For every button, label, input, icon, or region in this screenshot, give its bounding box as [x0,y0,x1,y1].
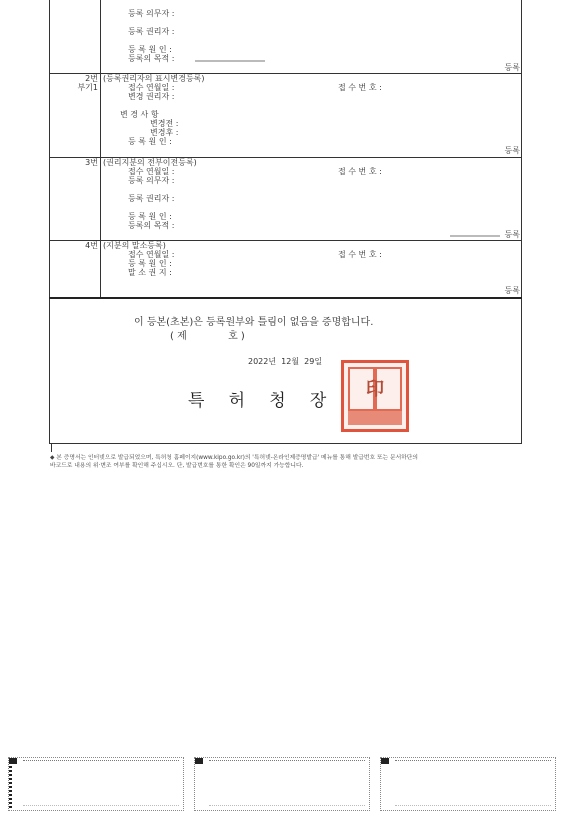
purpose-label: 등록의 목적 : [128,221,175,230]
entry-title: (권리지분의 전부이전등록) [103,158,197,167]
notice-line-1: ◆ 본 증명서는 인터넷으로 발급되었으며, 특허청 홈페이지(www.kipo.go.kr)의 '특허넷-온라인제증명발급' 메뉴를 통해 발급번호 또는 문서하단의 [50,455,418,461]
issuer-name: 특 허 청 장 [188,391,329,411]
register-table [49,0,522,444]
official-seal [341,360,409,432]
column-divider [100,0,101,297]
after-label: 변경후 : [150,128,179,137]
obligor-label: 등록 의무자 : [128,9,175,18]
entry-title: (등록권리자의 표시변경등록) [103,74,205,83]
purpose-label: 등록의 목적 : [128,54,175,63]
right-holder-label: 등록 권리자 : [128,194,175,203]
entry-end-tag: 등록 [504,63,520,72]
entry-end-tag: 등록 [504,146,520,155]
receipt-no-label: 접 수 번 호 : [338,83,382,92]
receipt-no-label: 접 수 번 호 : [338,167,382,176]
redacted-value [195,60,265,62]
certification-number: ( 제 호 ) [170,331,245,342]
entry-title: (지분의 말소등록) [103,241,166,250]
entry-number: 2번 [85,74,98,83]
seal-glyph: 印 [366,379,384,400]
receipt-date-label: 접수 연월일 : [128,250,175,259]
receipt-no-label: 접 수 번 호 : [338,250,382,259]
cause-label: 등 록 원 인 : [128,259,172,268]
barcode-block [8,757,184,811]
right-holder-label: 등록 권리자 : [128,27,175,36]
receipt-date-label: 접수 연월일 : [128,83,175,92]
changed-holder-label: 변경 권리자 : [128,92,175,101]
entry-number: 4번 [85,241,98,250]
entry-end-tag: 등록 [504,286,520,295]
barcode-block [380,757,556,811]
entry-sub-number: 부기1 [77,83,98,92]
certification-statement: 이 등본(초본)은 등록원부와 틀림이 없음을 증명합니다. [134,317,374,328]
certification-date: 2022년 12월 29일 [248,357,323,366]
section-divider [49,297,522,299]
entry-number: 3번 [85,158,98,167]
margin-tick [51,444,52,452]
cause-label: 등 록 원 인 : [128,45,172,54]
cause-label: 등 록 원 인 : [128,137,172,146]
before-label: 변경전 : [150,119,179,128]
cause-label: 등 록 원 인 : [128,212,172,221]
redacted-value [450,235,500,237]
receipt-date-label: 접수 연월일 : [128,167,175,176]
barcode-block [194,757,370,811]
cancel-right-label: 말 소 권 지 : [128,268,172,277]
notice-line-2: 바코드로 내용의 위·변조 여부를 확인해 주십시오. 단, 발급번호를 통한 확인은 90일까지 가능합니다. [50,463,304,469]
obligor-label: 등록 의무자 : [128,176,175,185]
change-items-label: 변 경 사 항 [120,110,159,119]
entry-end-tag: 등록 [504,230,520,239]
